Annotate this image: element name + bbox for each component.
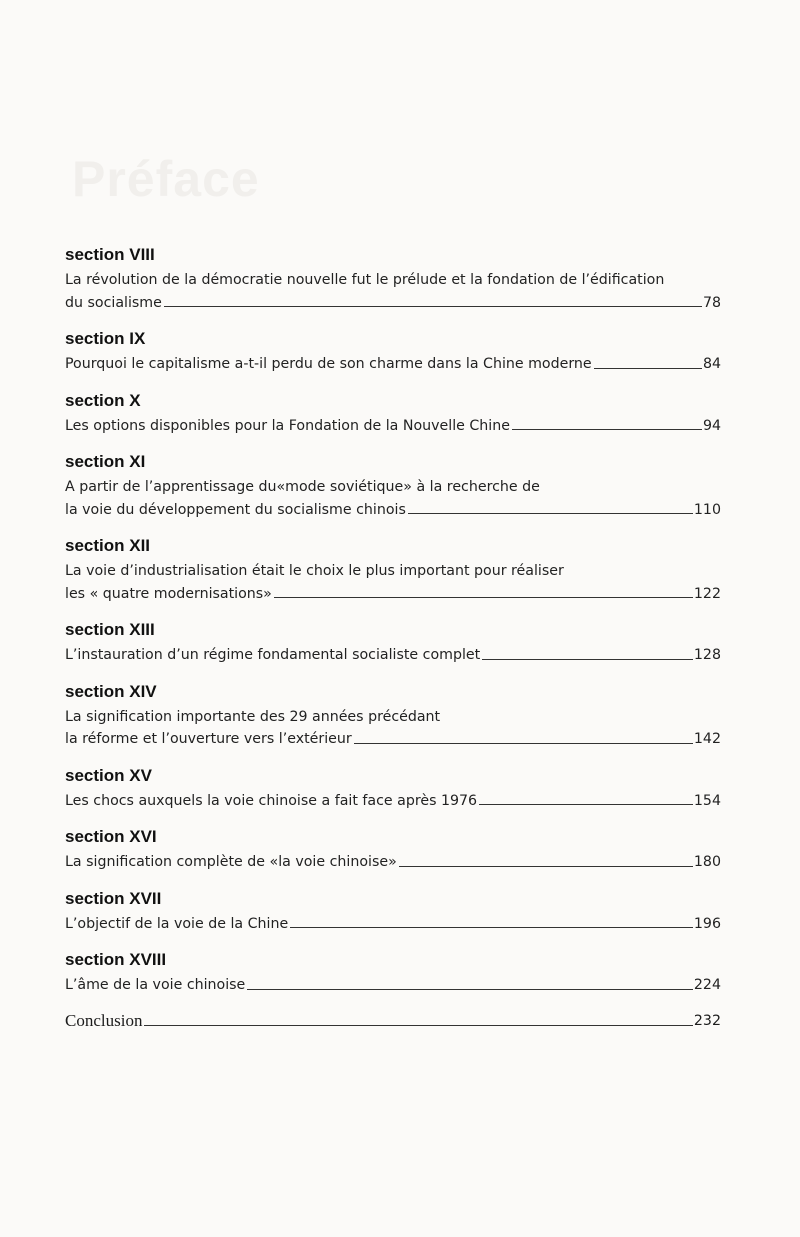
section-title-line: La signification complète de «la voie chinoise» xyxy=(65,854,397,870)
toc-leader-line xyxy=(65,415,721,438)
section-heading: section X xyxy=(65,390,141,410)
page-number: 142 xyxy=(693,731,721,747)
section-title-line: Les options disponibles pour la Fondation de la Nouvelle Chine xyxy=(65,417,510,434)
section-heading: section XIII xyxy=(65,620,155,639)
toc-entry[interactable] xyxy=(65,244,721,314)
leader-rule xyxy=(290,927,693,928)
section-title-line: L’instauration d’un régime fondamental socialiste complet xyxy=(65,647,481,663)
toc-leader-line xyxy=(65,851,721,874)
toc-leader-line xyxy=(65,1009,721,1033)
leader-rule xyxy=(479,804,693,805)
conclusion-label: Conclusion xyxy=(65,1010,143,1030)
table-of-contents xyxy=(65,244,721,1047)
leader-rule xyxy=(512,429,702,430)
toc-leader-line xyxy=(65,353,721,376)
toc-entry[interactable] xyxy=(65,681,721,751)
section-heading: section XVIII xyxy=(65,950,167,969)
section-title-line: la voie du développement du socialisme chinois xyxy=(65,501,406,518)
toc-entry-conclusion[interactable] xyxy=(65,1009,721,1033)
section-heading: section XII xyxy=(65,536,151,555)
toc-entry[interactable] xyxy=(65,390,721,438)
section-heading: section XI xyxy=(65,452,146,471)
section-title-line: du socialisme xyxy=(65,294,162,311)
ghost-heading: Préface xyxy=(72,151,260,207)
page-number: 224 xyxy=(693,977,721,993)
leader-rule xyxy=(482,659,693,660)
toc-leader-line xyxy=(65,644,721,667)
page-number: 110 xyxy=(693,501,721,518)
section-title-line: L’objectif de la voie de la Chine xyxy=(65,915,289,932)
page-number: 196 xyxy=(693,915,721,932)
leader-rule xyxy=(594,368,702,369)
toc-entry[interactable] xyxy=(65,888,721,936)
section-title-line: les « quatre modernisations» xyxy=(65,585,272,602)
toc-leader-line xyxy=(65,913,721,936)
leader-rule xyxy=(399,866,693,867)
toc-entry[interactable] xyxy=(65,535,721,605)
section-title-line: Les chocs auxquels la voie chinoise a fait face après 1976 xyxy=(65,792,478,809)
leader-rule xyxy=(354,743,693,744)
toc-leader-line xyxy=(65,499,721,522)
section-heading: section XVII xyxy=(65,888,162,908)
leader-rule xyxy=(144,1025,692,1026)
section-heading: section XV xyxy=(65,765,152,785)
toc-entry[interactable] xyxy=(65,619,721,667)
section-heading: section IX xyxy=(65,329,146,348)
page-number: 128 xyxy=(693,647,721,663)
leader-rule xyxy=(164,306,702,307)
toc-leader-line xyxy=(65,292,721,315)
toc-entry[interactable] xyxy=(65,328,721,376)
section-title-line: La voie d’industrialisation était le choix le plus important pour réaliser xyxy=(65,563,564,579)
section-title-line: A partir de l’apprentissage du«mode soviétique» à la recherche de xyxy=(65,479,540,495)
section-heading: section XIV xyxy=(65,681,157,701)
section-heading: section XVI xyxy=(65,827,157,846)
section-title-line: la réforme et l’ouverture vers l’extérieur xyxy=(65,731,352,747)
toc-leader-line xyxy=(65,974,721,997)
toc-entry[interactable] xyxy=(65,451,721,521)
page-number: 232 xyxy=(693,1012,721,1029)
toc-entry[interactable] xyxy=(65,949,721,997)
leader-rule xyxy=(274,597,693,598)
page-number: 122 xyxy=(693,585,721,602)
toc-leader-line xyxy=(65,728,721,751)
leader-rule xyxy=(247,989,693,990)
section-title-line: La signification importante des 29 années précédant xyxy=(65,708,441,725)
page-number: 94 xyxy=(702,417,721,434)
page-number: 84 xyxy=(702,356,721,372)
page-number: 180 xyxy=(693,854,721,870)
section-heading: section VIII xyxy=(65,245,155,264)
toc-entry[interactable] xyxy=(65,826,721,874)
section-title-line: Pourquoi le capitalisme a-t-il perdu de son charme dans la Chine moderne xyxy=(65,356,592,372)
toc-leader-line xyxy=(65,790,721,813)
toc-leader-line xyxy=(65,583,721,606)
section-title-line: L’âme de la voie chinoise xyxy=(65,977,246,993)
page-number: 154 xyxy=(693,792,721,809)
page-number: 78 xyxy=(702,294,721,311)
section-title-line: La révolution de la démocratie nouvelle fut le prélude et la fondation de l’édification xyxy=(65,272,665,288)
toc-entry[interactable] xyxy=(65,765,721,813)
leader-rule xyxy=(408,513,693,514)
